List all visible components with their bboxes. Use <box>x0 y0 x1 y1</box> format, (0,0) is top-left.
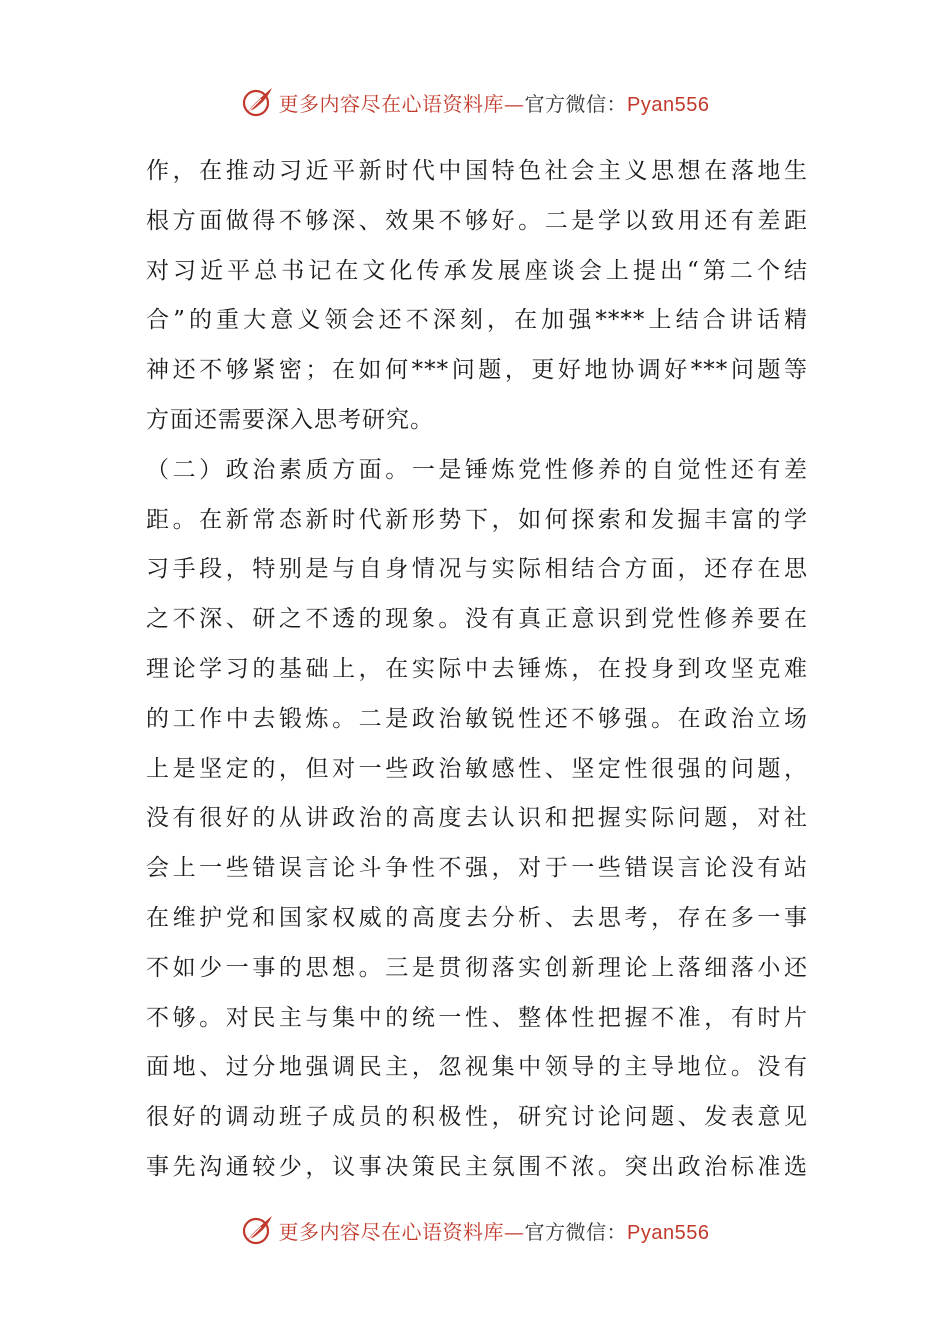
banner-site-text: 更多内容尽在心语资料库 <box>278 1219 505 1244</box>
text-line: 会上一些错误言论斗争性不强，对于一些错误言论没有站 <box>146 855 808 882</box>
banner-wechat-id: Pyan556 <box>627 1221 710 1244</box>
text-line: 习手段，特别是与自身情况与实际相结合方面，还存在思 <box>146 556 808 583</box>
text-line: 合”的重大意义领会还不深刻，在加强****上结合讲话精 <box>146 307 808 334</box>
banner-separator: — <box>504 1219 525 1244</box>
text-line: 不够。对民主与集中的统一性、整体性把握不准，有时片 <box>146 1004 808 1031</box>
text-line: 作，在推动习近平新时代中国特色社会主义思想在落地生 <box>146 158 808 184</box>
banner-wechat-label: 官方微信： <box>524 1219 628 1244</box>
text-line: （二）政治素质方面。一是锤炼党性修养的自觉性还有差 <box>146 456 808 483</box>
text-line: 的工作中去锻炼。二是政治敏锐性还不够强。在政治立场 <box>146 705 808 732</box>
banner-site-text: 更多内容尽在心语资料库 <box>278 91 505 116</box>
text-line: 在维护党和国家权威的高度去分析、去思考，存在多一事 <box>146 904 808 931</box>
text-line: 上是坚定的，但对一些政治敏感性、坚定性很强的问题， <box>146 755 808 782</box>
text-line: 不如少一事的思想。三是贯彻落实创新理论上落细落小还 <box>146 954 808 981</box>
text-line: 没有很好的从讲政治的高度去认识和把握实际问题，对社 <box>146 805 808 832</box>
banner-text <box>279 1216 710 1245</box>
banner-separator: — <box>504 91 525 116</box>
text-line: 对习近平总书记在文化传承发展座谈会上提出“第二个结 <box>146 257 808 284</box>
banner-text <box>279 88 710 117</box>
text-line: 理论学习的基础上，在实际中去锤炼，在投身到攻坚克难 <box>146 655 808 682</box>
text-line: 很好的调动班子成员的积极性，研究讨论问题、发表意见 <box>146 1104 808 1131</box>
quill-logo-icon <box>241 85 275 119</box>
quill-logo-icon <box>241 1213 275 1247</box>
header-banner <box>0 80 950 124</box>
document-body <box>146 147 808 1193</box>
banner-wechat-label: 官方微信： <box>524 91 628 116</box>
text-line: 根方面做得不够深、效果不够好。二是学以致用还有差距 <box>146 207 808 234</box>
text-line: 神还不够紧密；在如何***问题，更好地协调好***问题等 <box>146 357 808 384</box>
text-line: 方面还需要深入思考研究。 <box>146 406 434 433</box>
text-line: 之不深、研之不透的现象。没有真正意识到党性修养要在 <box>146 606 808 633</box>
footer-banner <box>0 1208 950 1252</box>
banner-wechat-id: Pyan556 <box>627 93 710 116</box>
text-line: 距。在新常态新时代新形势下，如何探索和发掘丰富的学 <box>146 506 808 533</box>
text-line: 面地、过分地强调民主，忽视集中领导的主导地位。没有 <box>146 1054 808 1081</box>
text-line: 事先沟通较少，议事决策民主氛围不浓。突出政治标准选 <box>146 1153 808 1180</box>
